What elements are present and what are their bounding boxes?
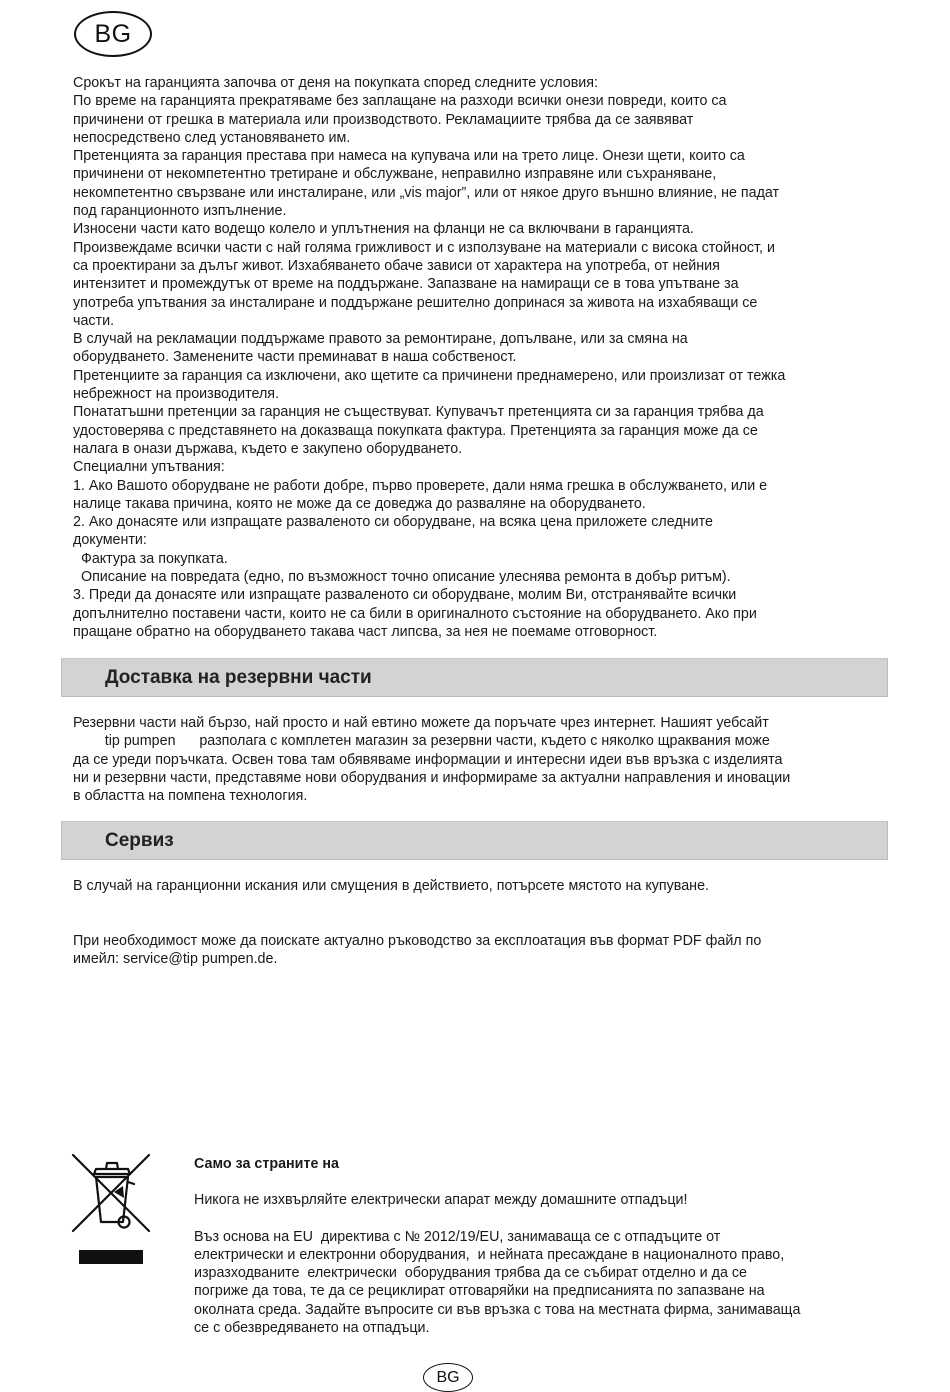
disposal-warning: Никога не изхвърляйте електрически апарат между домашните отпадъци! [194,1192,688,1209]
spare-parts-section-header [61,658,888,697]
text-line: Понататъшни претенции за гаранция не съществуват. Купувачът претенцията си за гаранция трябва да [73,404,764,421]
text-line: изразходваните електрически оборудвания трябва да се събират отделно и да се [194,1265,747,1282]
text-line: части. [73,312,115,329]
text-line: налице такава причина, която не може да се доведжа до разваляне на оборудването. [73,495,646,512]
text-line: електрически и електронни оборудвания, и нейната пресаждане в националното право, [194,1246,785,1263]
text-line: допълнително поставени части, които не са били в оригиналното състояние на оборудването. Ако при [73,605,757,622]
text-line: 2. Ако донасяте или изпращате развaленото си оборудване, на всяка цена приложете следните [73,514,713,531]
disposal-notice [194,1155,894,1337]
text-line: погрижe да това, те да се рециклират отговаряйки на предписанията по запазване на [194,1283,765,1300]
text-line: оборудването. Заменените части преминават в наша собственост. [73,349,517,366]
text-line: Претенциите за гаранция са изключени, ако щетите са причинени преднамерено, или произлизат от тежка [73,367,786,384]
language-badge-top: BG [74,11,152,57]
text-line: 3. Преди да донасяте или изпращате развaленото си оборудване, молим Ви, отстранявайте всички [73,587,737,604]
disposal-text [194,1228,894,1338]
text-line: 1. Ако Вашото оборудване не работи добре, първо проверете, дали няма грешка в обслужването, или е [73,477,768,494]
text-line: околната среда. Задайте въпросите си във връзка с това на местната фирма, занимаваща [194,1301,801,1318]
service-section-header [61,821,888,860]
text-line: Произвеждаме всички части с най голяма грижливост и с използуване на материали с висока стойност, и [73,239,775,256]
text-line: При необходимост може да поискате актуално ръководство за експлоатация във формат PDF файл по [73,933,762,949]
text-line: са проектирани за дълъг живот. Изхабяването обаче зависи от характера на употреба, от нейния [73,257,720,274]
text-line: В случай на рекламации поддържаме правото за ремонтиране, допълване, или за смяна на [73,331,688,348]
language-badge-bottom: BG [423,1363,473,1392]
crossed-out-wheelie-bin-icon [70,1152,152,1267]
text-line: Претенцията за гаранция престава при намеса на купувача или на трето лице. Онези щети, които са [73,148,745,165]
text-line: небрежност на производителя. [73,386,280,403]
text-line: ни и резервни части, представяме нови оборудвания и информираме за актуални направления и иновации [73,769,791,786]
text-line: Специални упътвания: [73,459,225,476]
text-line: По време на гаранцията прекратяваме без заплащане на разходи всички онези повреди, които са [73,93,727,110]
text-line: Описание на повредата (едно, по възможност точно описание улеснява ремонта в добър ритъм). [73,569,731,586]
text-line: пращане обратно на оборудването такава част липсва, за нея не поемаме отговорност. [73,623,658,640]
text-line: непосредствено след установяването им. [73,129,351,146]
text-line: употреба упътвания за инсталиране и поддържане решително допринася за живота на изхабяващи се [73,294,758,311]
spare-parts-text [73,714,883,805]
text-line: Износени части като водещо колело и уплътнения на фланци не са включвани в гаранцията. [73,221,694,238]
service-text [73,877,883,895]
text-line: се с обезвредяването на отпадъци. [194,1320,430,1337]
text-line: документи: [73,532,147,549]
spare-parts-title: Доставка на резервни части [105,667,372,688]
service-title: Сервиз [105,830,174,851]
text-line: Фактура за покупката. [73,550,228,567]
text-line: интензитет и промеждутък от време на поддържане. Запазване на намиращи се в това упътване за [73,276,739,293]
warranty-text [73,74,883,641]
disposal-heading: Само за страните на [194,1156,339,1172]
service-manual-text [73,932,883,969]
text-line: причинени от некомпетентно третиране и обслужване, неправилно изправяне или съхраняване, [73,166,717,183]
text-line: да се уреди поръчката. Освен това там обявяваме информации и интересни идеи във връзка с изделията [73,751,783,768]
text-line: имейл: service@tip pumpen.de. [73,951,278,968]
text-line: tip pumpen разполага с комплетен магазин за резервни части, където с няколко щраквания може [73,733,770,750]
text-line: в областта на помпена технология. [73,788,308,805]
text-line: Резервни части най бързо, най просто и най евтино можете да поръчате чрез интернет. Нашият уебсайт [73,715,769,731]
text-line: под гаранционното изпълнение. [73,203,287,220]
text-line: налага в онази държава, където е закупено оборудването. [73,440,463,457]
text-line: удостоверява с представянето на доказваща покупката фактура. Претенцията за гаранция може да се [73,422,758,439]
text-line: причинени от грешка в материала или производството. Рекламациите трябва да се заявяват [73,111,694,128]
text-line: Въз основа на EU директива с № 2012/19/EU, занимаваща се с отпадъците от [194,1228,721,1245]
text-line: Срокът на гаранцията започва от деня на покупката според следните условия: [73,75,599,91]
text-line: некомпетентно свързване или инсталиране, или „vis major”, или от някое друго външно влияние, не падат [73,184,780,201]
service-line: В случай на гаранционни искания или смущения в действието, потърсете мястото на купуване. [73,878,709,894]
